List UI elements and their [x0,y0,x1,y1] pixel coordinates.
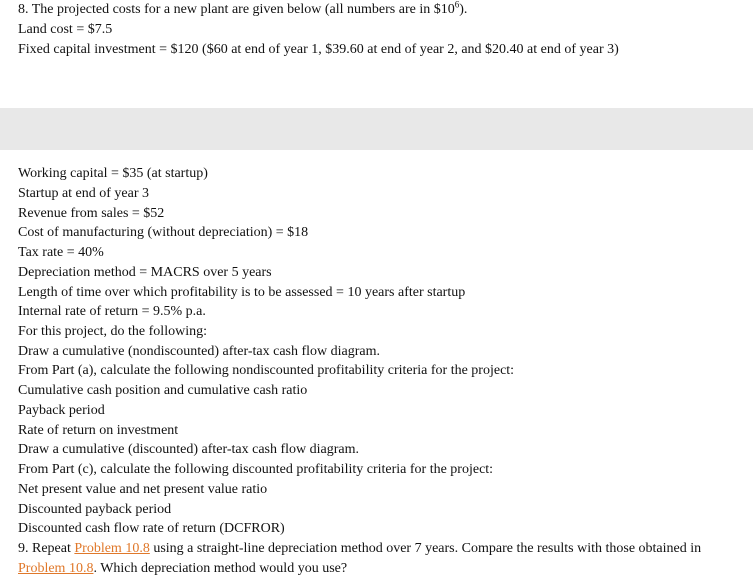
list-item: From Part (a), calculate the following nondiscounted profitability criteria for the project: [18,363,515,378]
list-item: Payback period [18,403,105,418]
problem-9-line-2 [18,560,347,578]
list-item: From Part (c), calculate the following discounted profitability criteria for the project: [18,462,494,477]
list-item: Working capital = $35 (at startup) [18,166,208,181]
list-item: Tax rate = 40% [18,245,104,260]
list-item: Depreciation method = MACRS over 5 years [18,265,272,280]
heading-close: ). [459,2,468,17]
list-item: Revenue from sales = $52 [18,206,165,221]
problem-8-heading [18,1,467,19]
problem-10-8-link[interactable]: Problem 10.8 [18,561,94,576]
list-item: Discounted cash flow rate of return (DCFROR) [18,521,285,536]
list-item: Cost of manufacturing (without depreciation) = $18 [18,225,309,240]
list-item: Internal rate of return = 9.5% p.a. [18,304,206,319]
land-cost-line: Land cost = $7.5 [18,22,113,37]
problem-10-8-link[interactable]: Problem 10.8 [74,541,150,556]
list-item: Draw a cumulative (discounted) after-tax cash flow diagram. [18,442,360,457]
page-separator [0,108,753,150]
list-item: Net present value and net present value ratio [18,482,268,497]
list-item: Rate of return on investment [18,423,179,438]
list-item: Cumulative cash position and cumulative cash ratio [18,383,308,398]
problem-9-text: . Which depreciation method would you use? [93,561,348,576]
problem-8-header-block [0,0,753,108]
list-item: Length of time over which profitability is to be assessed = 10 years after startup [18,285,466,300]
problem-9-line-1 [18,540,701,558]
fixed-capital-line: Fixed capital investment = $120 ($60 at end of year 1, $39.60 at end of year 2, and $20.40 at end of year 3) [18,42,619,57]
list-item: Discounted payback period [18,502,172,517]
list-item: Startup at end of year 3 [18,186,150,201]
problem-9-text: using a straight-line depreciation method over 7 years. Compare the results with those obtained in [149,541,702,556]
list-item: Draw a cumulative (nondiscounted) after-tax cash flow diagram. [18,344,381,359]
problem-8-details-block [0,150,753,584]
problem-9-text: 9. Repeat [18,541,75,556]
heading-text: 8. The projected costs for a new plant are given below (all numbers are in $10 [18,2,455,17]
heading-exponent: 6 [454,0,460,10]
list-item: For this project, do the following: [18,324,207,339]
